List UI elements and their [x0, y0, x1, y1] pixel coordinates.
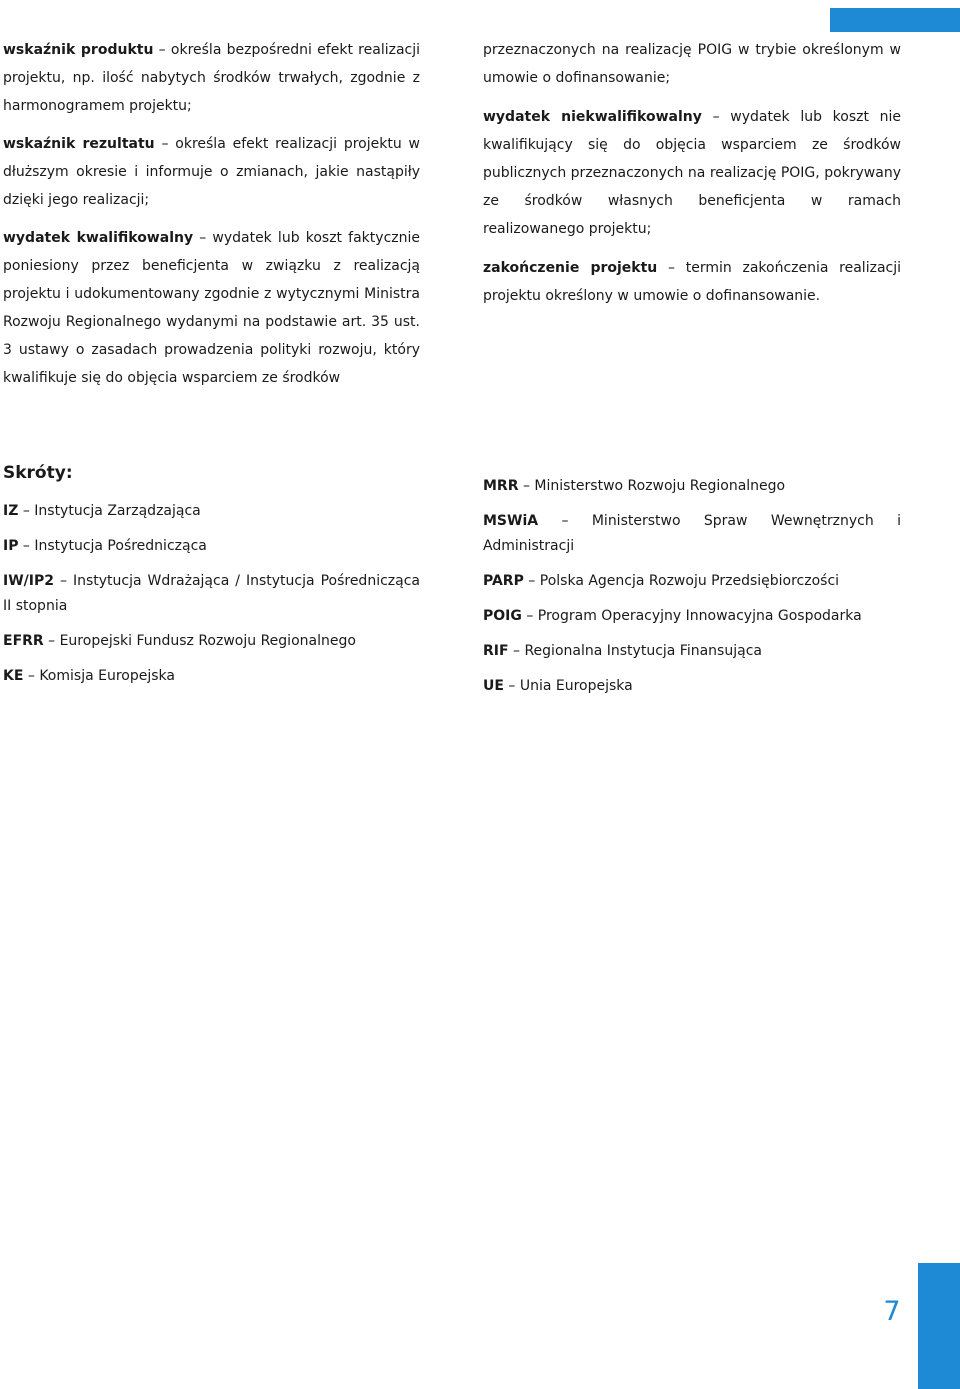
definition-term: zakończenie projektu: [483, 260, 658, 276]
abbreviation-poig: [483, 604, 901, 629]
abbreviation-expansion: – Regionalna Instytucja Finansująca: [508, 643, 762, 659]
abbreviation-code: IP: [3, 538, 19, 554]
abbreviation-code: IW/IP2: [3, 573, 54, 589]
abbreviation-mswia: [483, 509, 901, 559]
definition-wydatek-kwalifikowalny: [3, 224, 420, 392]
abbreviation-expansion: – Program Operacyjny Innowacyjna Gospodarka: [521, 608, 862, 624]
abbreviations-heading: Skróty:: [3, 463, 73, 483]
abbreviation-code: EFRR: [3, 633, 44, 649]
abbreviation-parp: [483, 569, 901, 594]
abbreviation-code: KE: [3, 668, 24, 684]
abbreviation-expansion: – Instytucja Pośrednicząca: [18, 538, 207, 554]
abbreviation-code: UE: [483, 678, 504, 694]
abbreviation-expansion: – Ministerstwo Spraw Wewnętrznych i Administracji: [483, 513, 901, 554]
definition-term: wskaźnik produktu: [3, 42, 154, 58]
definitions-right-column: [483, 36, 901, 310]
abbreviation-code: POIG: [483, 608, 522, 624]
abbreviation-iw-ip2: [3, 569, 420, 619]
definition-term: wydatek niekwalifikowalny: [483, 109, 702, 125]
abbreviation-mrr: [483, 474, 901, 499]
definition-wskaznik-rezultatu: [3, 130, 420, 214]
abbreviation-rif: [483, 639, 901, 664]
abbreviation-expansion: – Ministerstwo Rozwoju Regionalnego: [518, 478, 786, 494]
definition-term: wydatek kwalifikowalny: [3, 230, 194, 246]
definition-continuation: [483, 36, 901, 92]
definition-text: – termin zakończenia realizacji projektu określony w umowie o dofinansowanie.: [483, 260, 901, 304]
abbreviation-efrr: [3, 629, 420, 654]
definition-wskaznik-produktu: [3, 36, 420, 120]
abbreviation-expansion: – Europejski Fundusz Rozwoju Regionalnego: [43, 633, 356, 649]
definition-wydatek-niekwalifikowalny: [483, 103, 901, 243]
definition-text: – wydatek lub koszt nie kwalifikujący się do objęcia wsparciem ze środków publicznych przeznaczonych na realizację POIG, pokrywany ze środków własnych beneficjenta w ramach realizowanego projektu;: [483, 109, 902, 237]
definitions-left-column: [3, 36, 420, 392]
definition-text: przeznaczonych na realizację POIG w trybie określonym w umowie o dofinansowanie;: [483, 42, 901, 86]
abbreviation-expansion: – Unia Europejska: [503, 678, 633, 694]
abbreviation-ue: [483, 674, 901, 699]
abbreviation-code: RIF: [483, 643, 509, 659]
abbreviation-code: PARP: [483, 573, 524, 589]
abbreviation-code: MRR: [483, 478, 519, 494]
header-accent-bar: [830, 8, 960, 32]
abbreviation-code: IZ: [3, 503, 19, 519]
abbreviation-ip: [3, 534, 420, 559]
definition-text: – wydatek lub koszt faktycznie poniesiony przez beneficjenta w związku z realizacją projektu i udokumentowany zgodnie z wytycznymi Ministra Rozwoju Regionalnego wydanymi na podstawie art. 35 ust. 3 ustawy o zasadach prowadzenia polityki rozwoju, który kwalifikuje się do objęcia wsparciem ze środków: [3, 230, 420, 386]
abbreviation-expansion: – Instytucja Wdrażająca / Instytucja Pośrednicząca II stopnia: [3, 573, 420, 614]
page-corner-tab: [918, 1263, 960, 1389]
abbreviation-code: MSWiA: [483, 513, 539, 529]
abbreviation-expansion: – Instytucja Zarządzająca: [18, 503, 201, 519]
definition-term: wskaźnik rezultatu: [3, 136, 155, 152]
abbreviation-expansion: – Polska Agencja Rozwoju Przedsiębiorczości: [523, 573, 840, 589]
definition-text: – określa bezpośredni efekt realizacji projektu, np. ilość nabytych środków trwałych, zgodnie z harmonogramem projektu;: [3, 42, 420, 114]
abbreviation-ke: [3, 664, 420, 689]
definition-text: – określa efekt realizacji projektu w dłuższym okresie i informuje o zmianach, jakie nastąpiły dzięki jego realizacji;: [3, 136, 420, 208]
definition-zakonczenie-projektu: [483, 254, 901, 310]
page-number: 7: [883, 1296, 901, 1327]
abbreviation-expansion: – Komisja Europejska: [23, 668, 175, 684]
abbreviation-iz: [3, 499, 420, 524]
